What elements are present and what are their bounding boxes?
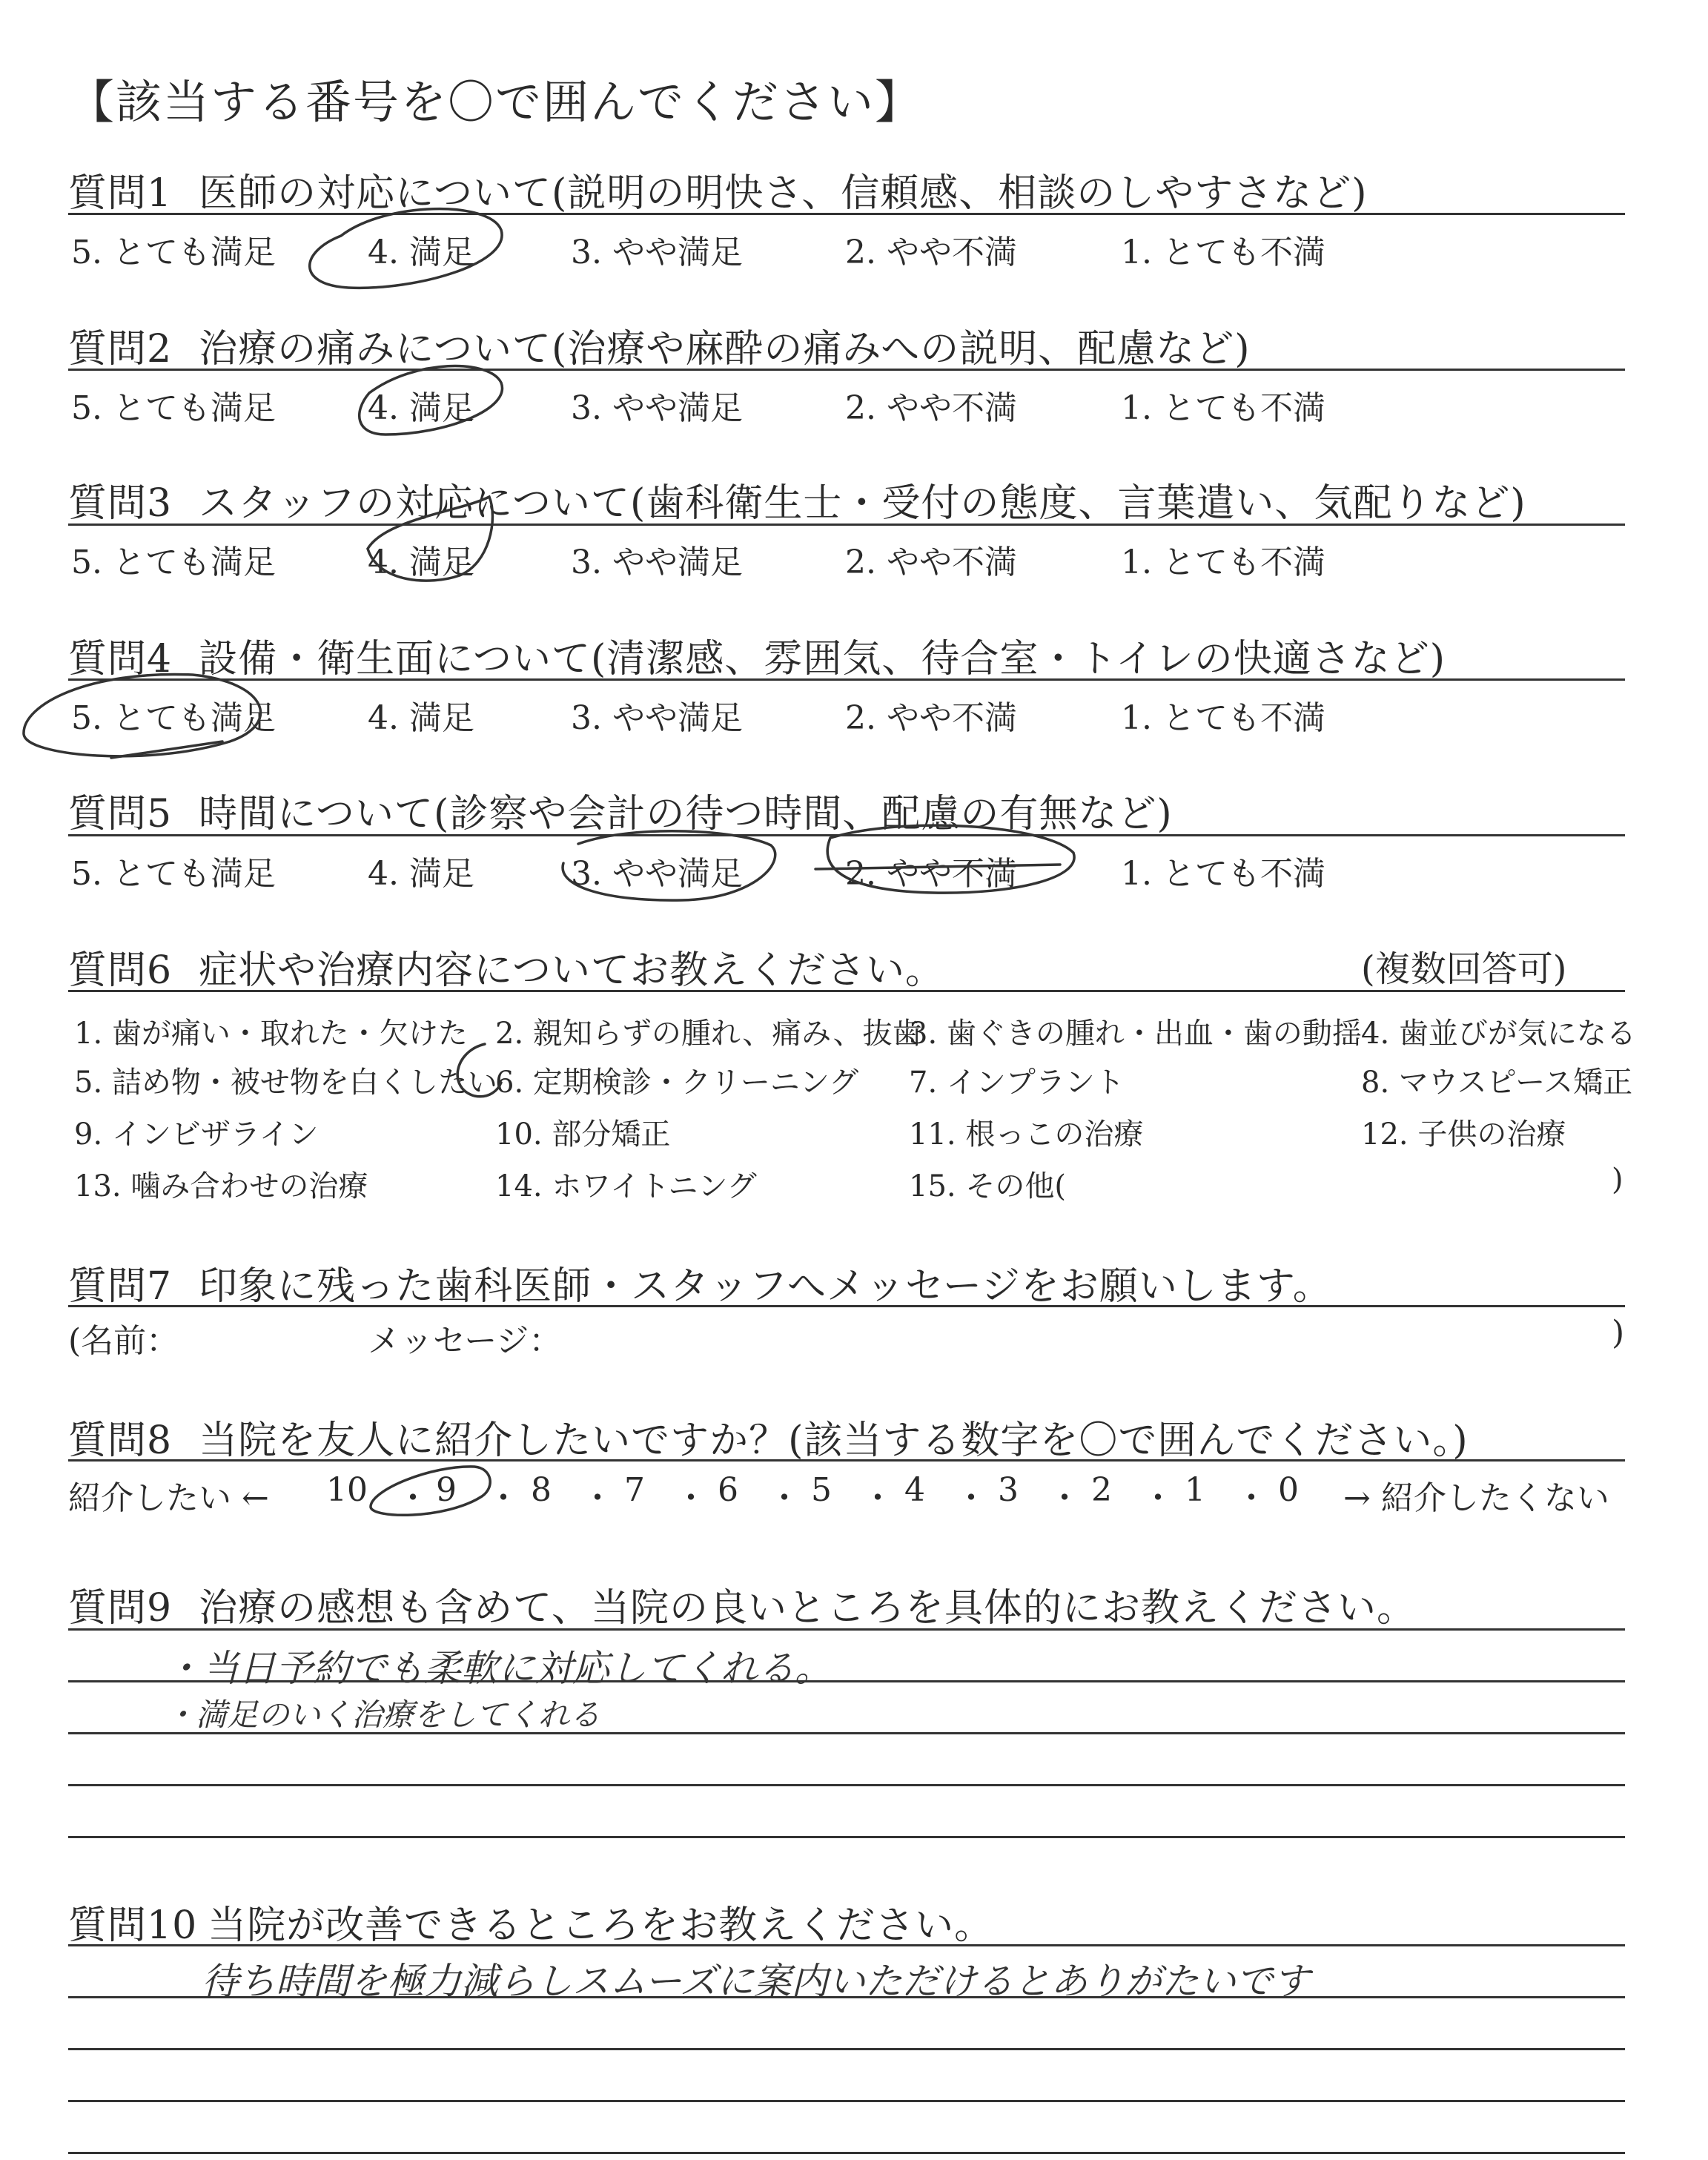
- symptom-option-12[interactable]: 12. 子供の治療: [1361, 1117, 1566, 1152]
- scale-0[interactable]: 0: [1278, 1471, 1299, 1509]
- q3-option-2[interactable]: 2. やや不満: [845, 544, 1017, 581]
- page-title: 【該当する番号を〇で囲んでください】: [68, 75, 923, 129]
- scale-6[interactable]: 6: [718, 1471, 738, 1509]
- question-text: 時間について(診察や会計の待つ時間、配慮の有無など): [199, 792, 1173, 836]
- scale-separator: ・: [1048, 1479, 1081, 1517]
- question-label: 質問9: [68, 1586, 173, 1631]
- symptom-option-3[interactable]: 3. 歯ぐきの腫れ・出血・歯の動揺: [909, 1017, 1362, 1051]
- q5-option-3[interactable]: 3. やや満足: [571, 855, 743, 893]
- question-1: [68, 162, 1368, 217]
- answer-line: [68, 2048, 1625, 2050]
- scale-separator: ・: [861, 1479, 894, 1517]
- q1-option-3[interactable]: 3. やや満足: [571, 234, 743, 271]
- question-text: 設備・衛生面について(清潔感、雰囲気、待合室・トイレの快適さなど): [199, 637, 1446, 681]
- scale-8[interactable]: 8: [531, 1471, 552, 1509]
- question-8: [68, 1409, 1469, 1464]
- q2-option-5[interactable]: 5. とても満足: [71, 389, 276, 427]
- scale-7[interactable]: 7: [624, 1471, 645, 1509]
- question-label: 質問4: [68, 637, 173, 681]
- question-label: 質問3: [68, 481, 173, 526]
- symptom-option-9[interactable]: 9. インビザライン: [74, 1117, 319, 1152]
- q1-option-1[interactable]: 1. とても不満: [1121, 234, 1325, 271]
- question-label: 質問2: [68, 327, 173, 371]
- symptom-option-11[interactable]: 11. 根っこの治療: [909, 1117, 1144, 1152]
- answer-line: [68, 1628, 1625, 1631]
- q3-option-5[interactable]: 5. とても満足: [71, 544, 276, 581]
- symptom-option-13[interactable]: 13. 噛み合わせの治療: [74, 1169, 368, 1203]
- divider: [68, 834, 1625, 836]
- question-10: [68, 1894, 993, 1949]
- q5-option-2[interactable]: 2. やや不満: [845, 855, 1017, 893]
- question-label: 質問1: [68, 171, 173, 216]
- symptom-option-14[interactable]: 14. ホワイトニング: [495, 1169, 757, 1203]
- divider: [68, 213, 1625, 215]
- message-label: メッセージ：: [368, 1322, 562, 1360]
- question-text: 当院が改善できるところをお教えください。: [208, 1903, 994, 1948]
- q5-option-4[interactable]: 4. 満足: [368, 855, 474, 893]
- question-label: 質問10: [68, 1903, 198, 1948]
- divider: [68, 678, 1625, 681]
- q2-option-4[interactable]: 4. 満足: [368, 389, 474, 427]
- divider: [68, 1459, 1625, 1462]
- scale-4[interactable]: 4: [904, 1471, 925, 1509]
- scale-separator: ・: [675, 1479, 707, 1517]
- scale-separator: ・: [397, 1479, 429, 1517]
- symptom-option-1[interactable]: 1. 歯が痛い・取れた・欠けた: [74, 1017, 468, 1051]
- not-recommend-label: → 紹介したくない: [1343, 1479, 1609, 1517]
- question-text: 医師の対応について(説明の明快さ、信頼感、相談のしやすさなど): [199, 171, 1368, 216]
- question-label: 質問6: [68, 948, 173, 993]
- question-label: 質問5: [68, 792, 173, 836]
- symptom-option-2[interactable]: 2. 親知らずの腫れ、痛み、抜歯: [495, 1017, 922, 1051]
- scale-separator: ・: [1142, 1479, 1174, 1517]
- scale-separator: ・: [487, 1479, 520, 1517]
- scale-9[interactable]: 9: [436, 1471, 457, 1509]
- answer-line: [68, 1784, 1625, 1786]
- q4-option-3[interactable]: 3. やや満足: [571, 699, 743, 737]
- q3-option-3[interactable]: 3. やや満足: [571, 544, 743, 581]
- q2-option-3[interactable]: 3. やや満足: [571, 389, 743, 427]
- symptom-option-6[interactable]: 6. 定期検診・クリーニング: [495, 1066, 859, 1100]
- q3-option-4[interactable]: 4. 満足: [368, 544, 474, 581]
- scale-3[interactable]: 3: [998, 1471, 1019, 1509]
- answer-line: [68, 2100, 1625, 2102]
- scale-5[interactable]: 5: [811, 1471, 832, 1509]
- q4-option-1[interactable]: 1. とても不満: [1121, 699, 1325, 737]
- symptom-option-10[interactable]: 10. 部分矯正: [495, 1117, 671, 1152]
- q3-option-1[interactable]: 1. とても不満: [1121, 544, 1325, 581]
- q1-option-4[interactable]: 4. 満足: [368, 234, 474, 271]
- question-7: [68, 1255, 1332, 1310]
- question-text: 印象に残った歯科医師・スタッフへメッセージをお願いします。: [199, 1264, 1332, 1309]
- scale-separator: ・: [1235, 1479, 1268, 1517]
- question-text: 治療の感想も含めて、当院の良いところを具体的にお教えください。: [199, 1586, 1417, 1631]
- answer-line: [68, 1836, 1625, 1838]
- q8-selection-circle: [371, 1467, 490, 1515]
- symptom-option-5[interactable]: 5. 詰め物・被せ物を白くしたい: [74, 1066, 497, 1100]
- q4-option-5[interactable]: 5. とても満足: [71, 699, 276, 737]
- question-text: 症状や治療内容についてお教えください。: [199, 948, 945, 993]
- multiple-answer-note: (複数回答可): [1361, 948, 1567, 990]
- other-close-paren: ): [1612, 1163, 1623, 1197]
- question-5: [68, 782, 1173, 838]
- q2-option-2[interactable]: 2. やや不満: [845, 389, 1017, 427]
- answer-line: [68, 2152, 1625, 2154]
- question-text: スタッフの対応について(歯科衛生士・受付の態度、言葉遣い、気配りなど): [199, 481, 1526, 526]
- q4-option-2[interactable]: 2. やや不満: [845, 699, 1017, 737]
- symptom-option-7[interactable]: 7. インプラント: [909, 1066, 1125, 1100]
- name-label: (名前：: [68, 1322, 179, 1360]
- question-label: 質問7: [68, 1264, 173, 1309]
- scale-separator: ・: [581, 1479, 614, 1517]
- question-2: [68, 317, 1251, 373]
- q4-selection-tail: [111, 742, 222, 758]
- handwritten-answer: ・当日予約でも柔軟に対応してくれる。: [165, 1647, 832, 1690]
- question-4: [68, 627, 1446, 683]
- q2-option-1[interactable]: 1. とても不満: [1121, 389, 1325, 427]
- divider: [68, 990, 1625, 992]
- question-text: 治療の痛みについて(治療や麻酔の痛みへの説明、配慮など): [199, 327, 1251, 371]
- handwritten-answer: ・満足のいく治療をしてくれる: [165, 1697, 601, 1733]
- scale-1[interactable]: 1: [1185, 1471, 1205, 1509]
- question-label: 質問8: [68, 1418, 173, 1463]
- message-close-paren: ): [1612, 1314, 1625, 1352]
- handwritten-answer: 待ち時間を極力減らしスムーズに案内いただけるとありがたいです: [202, 1960, 1310, 2003]
- recommend-label: 紹介したい ←: [68, 1479, 269, 1517]
- q1-option-5[interactable]: 5. とても満足: [71, 234, 276, 271]
- scale-separator: ・: [955, 1479, 987, 1517]
- symptom-option-8[interactable]: 8. マウスピース矯正: [1361, 1066, 1633, 1100]
- q1-option-2[interactable]: 2. やや不満: [845, 234, 1017, 271]
- q5-option-5[interactable]: 5. とても満足: [71, 855, 276, 893]
- divider: [68, 1305, 1625, 1307]
- symptom-option-15[interactable]: 15. その他(: [909, 1169, 1066, 1203]
- q4-option-4[interactable]: 4. 満足: [368, 699, 474, 737]
- question-6: [68, 939, 944, 994]
- divider: [68, 524, 1625, 526]
- question-9: [68, 1576, 1416, 1632]
- scale-10[interactable]: 10: [326, 1471, 368, 1509]
- scale-2[interactable]: 2: [1091, 1471, 1112, 1509]
- symptom-option-4[interactable]: 4. 歯並びが気になる: [1361, 1017, 1636, 1051]
- answer-line: [68, 1944, 1625, 1946]
- question-text: 当院を友人に紹介したいですか？(該当する数字を〇で囲んでください。): [199, 1418, 1469, 1463]
- question-3: [68, 472, 1526, 527]
- divider: [68, 369, 1625, 371]
- scale-separator: ・: [768, 1479, 801, 1517]
- q5-option-1[interactable]: 1. とても不満: [1121, 855, 1325, 893]
